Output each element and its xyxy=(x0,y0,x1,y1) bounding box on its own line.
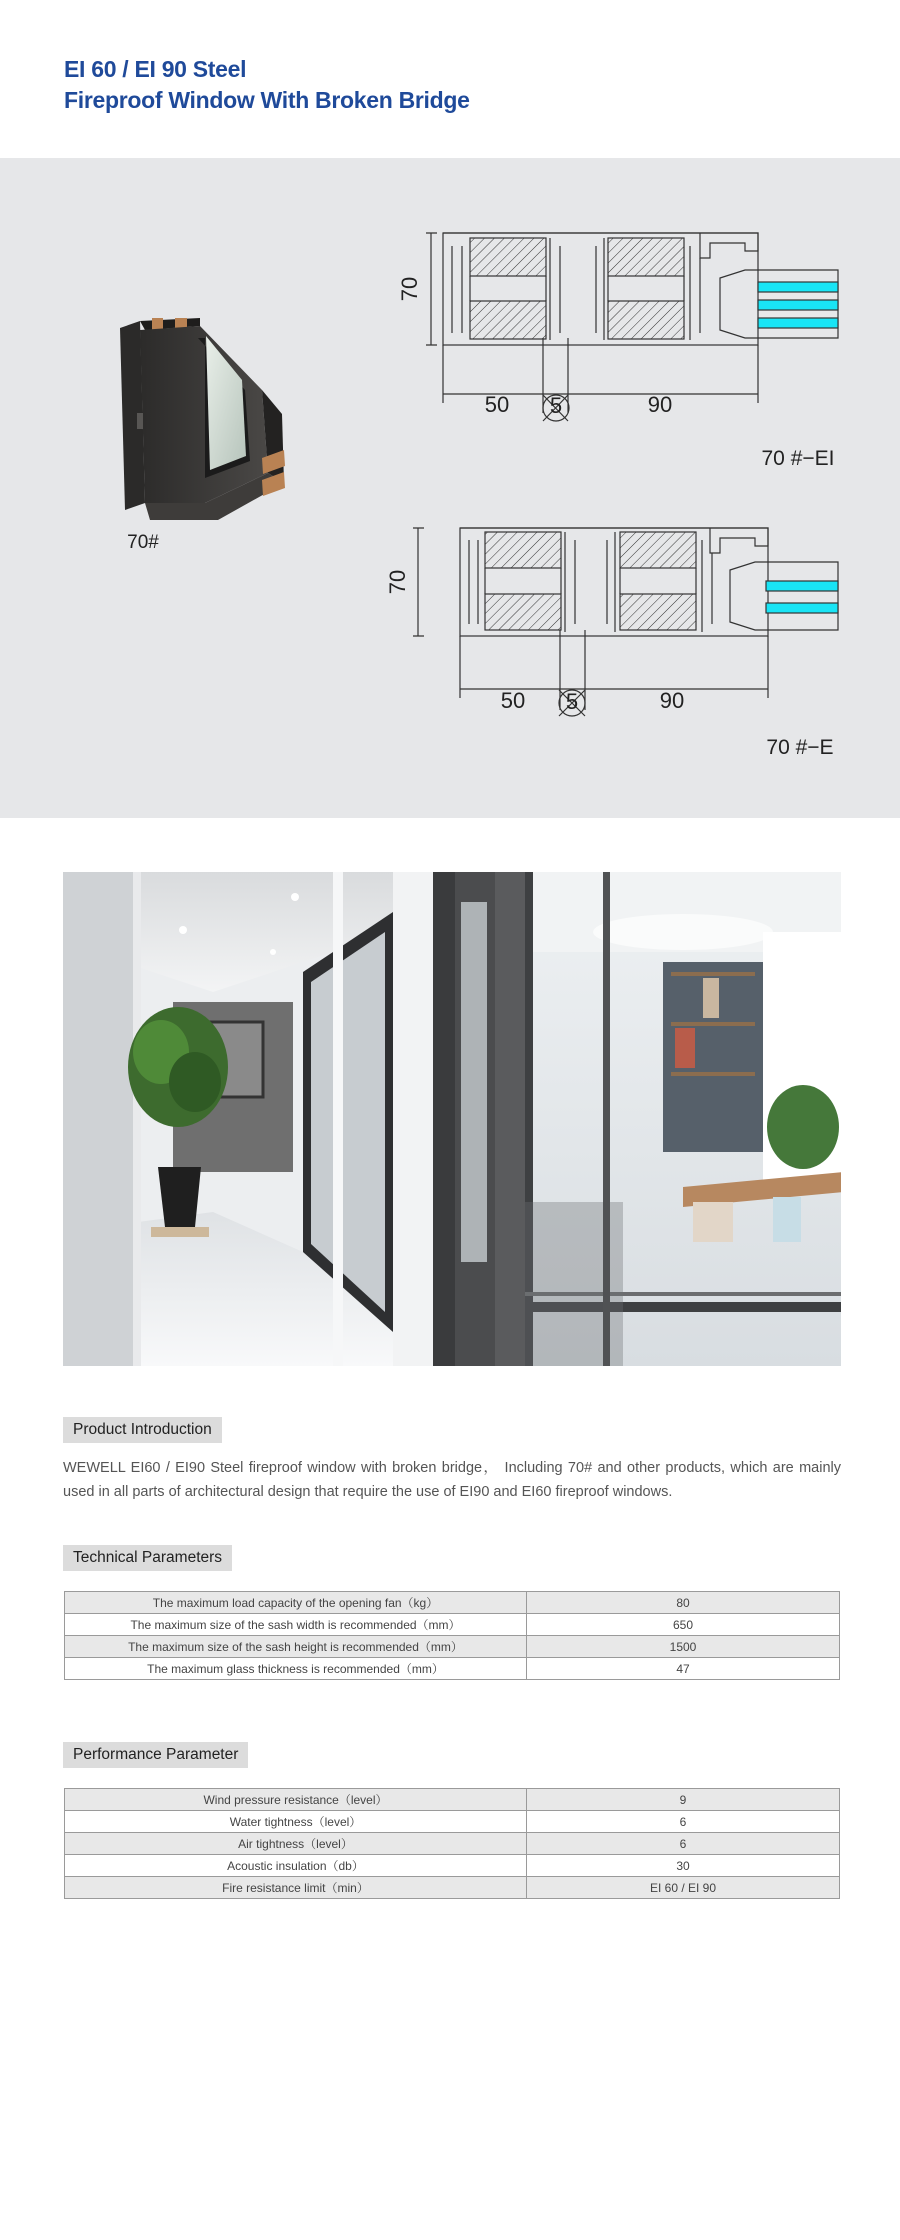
product-introduction-heading: Product Introduction xyxy=(63,1417,222,1443)
param-label: The maximum glass thickness is recommended（mm） xyxy=(65,1658,527,1680)
interior-photo-illustration xyxy=(63,872,841,1366)
param-label: Water tightness（level） xyxy=(65,1811,527,1833)
technical-parameters-heading: Technical Parameters xyxy=(63,1545,232,1571)
param-value: 6 xyxy=(527,1833,840,1855)
technical-parameters-table xyxy=(64,1591,840,1680)
param-value: 9 xyxy=(527,1789,840,1811)
table-row xyxy=(65,1789,840,1811)
param-value: 650 xyxy=(527,1614,840,1636)
product-introduction-text: WEWELL EI60 / EI90 Steel fireproof window with broken bridge， Including 70# and other products, which are mainly used in all parts of architectural design that require the use of EI90 and EI60 fireproof windows. xyxy=(63,1460,841,1500)
table-row xyxy=(65,1811,840,1833)
title-line-2: Fireproof Window With Broken Bridge xyxy=(64,87,470,113)
interior-photo xyxy=(63,872,841,1366)
param-label: The maximum size of the sash height is recommended（mm） xyxy=(65,1636,527,1658)
dim-width-a-top: 50 xyxy=(484,392,510,417)
param-label: Wind pressure resistance（level） xyxy=(65,1789,527,1811)
param-label: Air tightness（level） xyxy=(65,1833,527,1855)
param-value: 30 xyxy=(527,1855,840,1877)
param-value: 47 xyxy=(527,1658,840,1680)
dim-gap-bottom: 5 xyxy=(565,689,579,714)
param-label: The maximum load capacity of the opening fan（kg） xyxy=(65,1592,527,1614)
param-value: EI 60 / EI 90 xyxy=(527,1877,840,1899)
table-row xyxy=(65,1592,840,1614)
dim-gap-top: 5 xyxy=(549,393,563,418)
performance-parameter-heading: Performance Parameter xyxy=(63,1742,248,1768)
table-row xyxy=(65,1833,840,1855)
title-line-1: EI 60 / EI 90 Steel xyxy=(64,56,247,82)
dim-height-top: 70 xyxy=(397,276,422,302)
table-row xyxy=(65,1614,840,1636)
param-label: The maximum size of the sash width is recommended（mm） xyxy=(65,1614,527,1636)
window-corner-3d-illustration xyxy=(120,318,285,520)
table-row xyxy=(65,1877,840,1899)
table-row xyxy=(65,1636,840,1658)
model-label: 70# xyxy=(127,532,159,553)
param-value: 6 xyxy=(527,1811,840,1833)
page-title xyxy=(64,54,470,116)
table-row xyxy=(65,1658,840,1680)
profile-drawing-panel xyxy=(0,158,900,818)
param-label: Fire resistance limit（min） xyxy=(65,1877,527,1899)
param-value: 1500 xyxy=(527,1636,840,1658)
param-label: Acoustic insulation（db） xyxy=(65,1855,527,1877)
performance-parameter-table xyxy=(64,1788,840,1899)
table-row xyxy=(65,1855,840,1877)
drawing-caption-e: 70 #−E xyxy=(766,736,834,759)
section-drawing-e xyxy=(413,528,838,716)
param-value: 80 xyxy=(527,1592,840,1614)
dim-width-a-bottom: 50 xyxy=(500,688,526,713)
profile-drawings xyxy=(0,158,900,818)
dim-width-b-bottom: 90 xyxy=(659,688,685,713)
dim-height-bottom: 70 xyxy=(385,569,410,595)
dim-width-b-top: 90 xyxy=(647,392,673,417)
drawing-caption-ei: 70 #−EI xyxy=(761,447,835,470)
